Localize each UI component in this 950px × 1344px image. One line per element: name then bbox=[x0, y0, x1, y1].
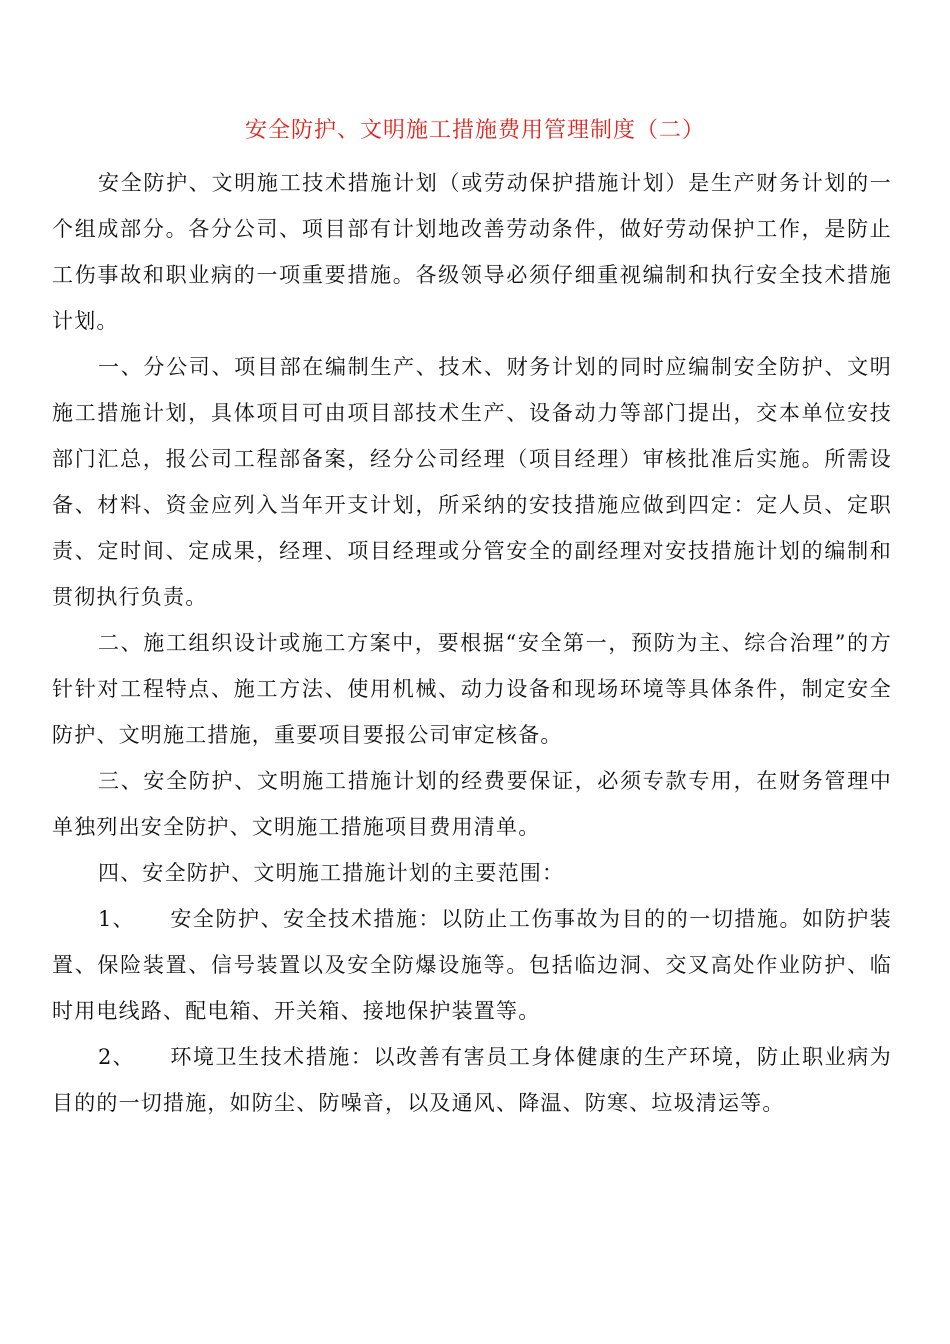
list-item-number: 1、 bbox=[98, 907, 135, 931]
document-body bbox=[52, 160, 892, 1126]
list-item bbox=[52, 1034, 892, 1126]
list-item-text: 环境卫生技术措施：以改善有害员工身体健康的生产环境，防止职业病为目的的一切措施，如防尘、防噪音，以及通风、降温、防寒、垃圾清运等。 bbox=[52, 1045, 892, 1115]
paragraph-section-2: 二、施工组织设计或施工方案中，要根据“安全第一，预防为主、综合治理”的方针针对工程特点、施工方法、使用机械、动力设备和现场环境等具体条件，制定安全防护、文明施工措施，重要项目要报公司审定核备。 bbox=[52, 631, 892, 747]
paragraph-section-3: 三、安全防护、文明施工措施计划的经费要保证，必须专款专用，在财务管理中单独列出安全防护、文明施工措施项目费用清单。 bbox=[52, 769, 892, 839]
list-item-number: 2、 bbox=[98, 1045, 135, 1069]
list-item bbox=[52, 896, 892, 1034]
document-title: 安全防护、文明施工措施费用管理制度（二） bbox=[244, 118, 705, 143]
paragraph-intro: 安全防护、文明施工技术措施计划（或劳动保护措施计划）是生产财务计划的一个组成部分。各分公司、项目部有计划地改善劳动条件，做好劳动保护工作，是防止工伤事故和职业病的一项重要措施。各级领导必须仔细重视编制和执行安全技术措施计划。 bbox=[52, 171, 892, 333]
paragraph-section-4: 四、安全防护、文明施工措施计划的主要范围： bbox=[98, 861, 565, 885]
paragraph-section-1: 一、分公司、项目部在编制生产、技术、财务计划的同时应编制安全防护、文明施工措施计划，具体项目可由项目部技术生产、设备动力等部门提出，交本单位安技部门汇总，报公司工程部备案，经分公司经理（项目经理）审核批准后实施。所需设备、材料、资金应列入当年开支计划，所采纳的安技措施应做到四定：定人员、定职责、定时间、定成果，经理、项目经理或分管安全的副经理对安技措施计划的编制和贯彻执行负责。 bbox=[52, 355, 892, 609]
list-item-text: 安全防护、安全技术措施：以防止工伤事故为目的的一切措施。如防护装置、保险装置、信号装置以及安全防爆设施等。包括临边洞、交叉高处作业防护、临时用电线路、配电箱、开关箱、接地保护装置等。 bbox=[52, 907, 892, 1023]
